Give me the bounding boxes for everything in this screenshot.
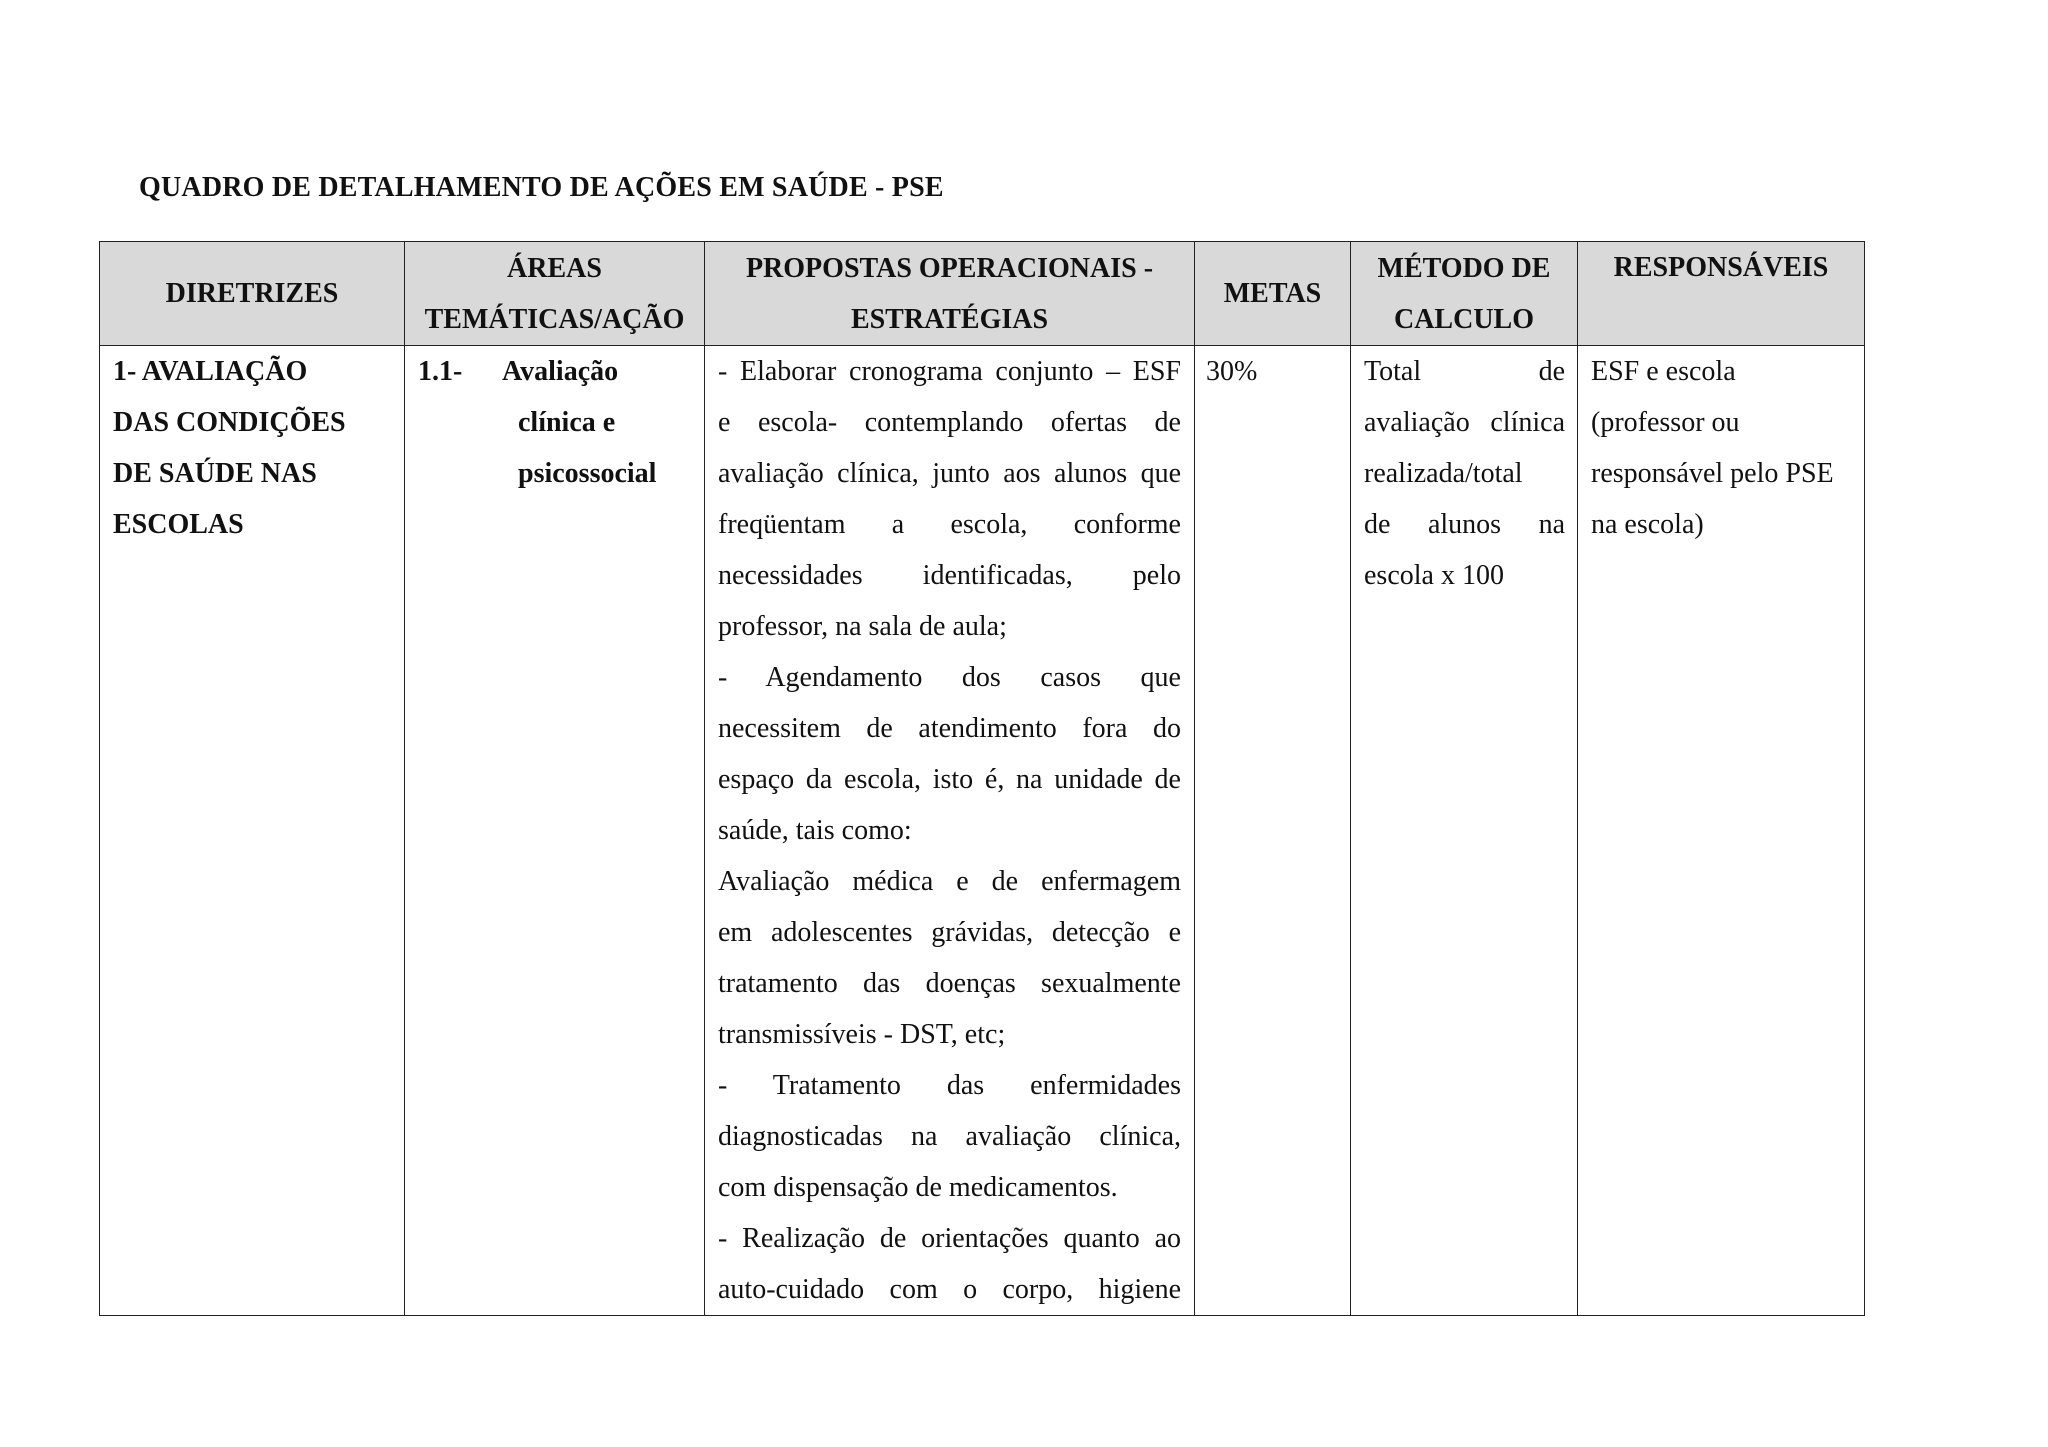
area-number: 1.1- xyxy=(418,356,463,387)
estrategia-line: auto-cuidado com o corpo, higiene xyxy=(718,1274,1181,1305)
metodo-line: escola x 100 xyxy=(1364,560,1504,591)
header-areas-tematicas: ÁREAS TEMÁTICAS/AÇÃO xyxy=(405,242,705,346)
area-line: clínica e xyxy=(518,407,616,438)
header-propostas-operacionais: PROPOSTAS OPERACIONAIS - ESTRATÉGIAS xyxy=(705,242,1195,346)
table-header-row xyxy=(100,242,1865,346)
metodo-line: avaliação clínica xyxy=(1364,407,1565,438)
cell-area-tematica xyxy=(405,346,705,1316)
metodo-line: realizada/total xyxy=(1364,458,1523,489)
estrategia-line: tratamento das doenças sexualmente xyxy=(718,968,1181,999)
estrategia-line: e escola- contemplando ofertas de xyxy=(718,407,1181,438)
table-row xyxy=(100,346,1865,1316)
header-metodo-calculo: MÉTODO DE CALCULO xyxy=(1351,242,1578,346)
estrategia-line: transmissíveis - DST, etc; xyxy=(718,1019,1006,1050)
estrategia-line: diagnosticadas na avaliação clínica, xyxy=(718,1121,1181,1152)
estrategia-line: - Realização de orientações quanto ao xyxy=(718,1223,1181,1254)
cell-meta xyxy=(1195,346,1351,1316)
estrategia-line: - Tratamento das enfermidades xyxy=(718,1070,1181,1101)
responsavel-line: na escola) xyxy=(1591,509,1704,540)
header-metas: METAS xyxy=(1195,242,1351,346)
estrategia-line: freqüentam a escola, conforme xyxy=(718,509,1181,540)
estrategia-line: espaço da escola, isto é, na unidade de xyxy=(718,764,1181,795)
cell-diretriz xyxy=(100,346,405,1316)
estrategia-line: com dispensação de medicamentos. xyxy=(718,1172,1118,1203)
estrategia-line: necessidades identificadas, pelo xyxy=(718,560,1181,591)
meta-value: 30% xyxy=(1206,356,1258,387)
area-line: psicossocial xyxy=(518,458,657,489)
metodo-line: Total de xyxy=(1364,356,1565,387)
diretriz-line: DE SAÚDE NAS xyxy=(113,458,317,489)
header-diretrizes: DIRETRIZES xyxy=(100,242,405,346)
metodo-line: de alunos na xyxy=(1364,509,1565,540)
diretriz-line: DAS CONDIÇÕES xyxy=(113,407,346,438)
estrategia-line: Avaliação médica e de enfermagem xyxy=(718,866,1181,897)
cell-estrategias xyxy=(705,346,1195,1316)
diretriz-line: 1- AVALIAÇÃO xyxy=(113,356,308,387)
estrategia-line: em adolescentes grávidas, detecção e xyxy=(718,917,1181,948)
responsavel-line: responsável pelo PSE xyxy=(1591,458,1834,489)
actions-table xyxy=(99,241,1865,1316)
header-responsaveis: RESPONSÁVEIS xyxy=(1578,242,1865,346)
cell-metodo-calculo xyxy=(1351,346,1578,1316)
responsavel-line: ESF e escola xyxy=(1591,356,1736,387)
cell-responsaveis xyxy=(1578,346,1865,1316)
estrategia-line: avaliação clínica, junto aos alunos que xyxy=(718,458,1181,489)
estrategia-line: necessitem de atendimento fora do xyxy=(718,713,1181,744)
estrategia-line: professor, na sala de aula; xyxy=(718,611,1007,642)
document-title: QUADRO DE DETALHAMENTO DE AÇÕES EM SAÚDE - PSE xyxy=(139,172,944,203)
responsavel-line: (professor ou xyxy=(1591,407,1740,438)
estrategia-line: - Elaborar cronograma conjunto – ESF xyxy=(718,356,1181,387)
area-line: Avaliação xyxy=(502,356,619,387)
estrategia-line: - Agendamento dos casos que xyxy=(718,662,1181,693)
estrategia-line: saúde, tais como: xyxy=(718,815,912,846)
diretriz-line: ESCOLAS xyxy=(113,509,244,540)
